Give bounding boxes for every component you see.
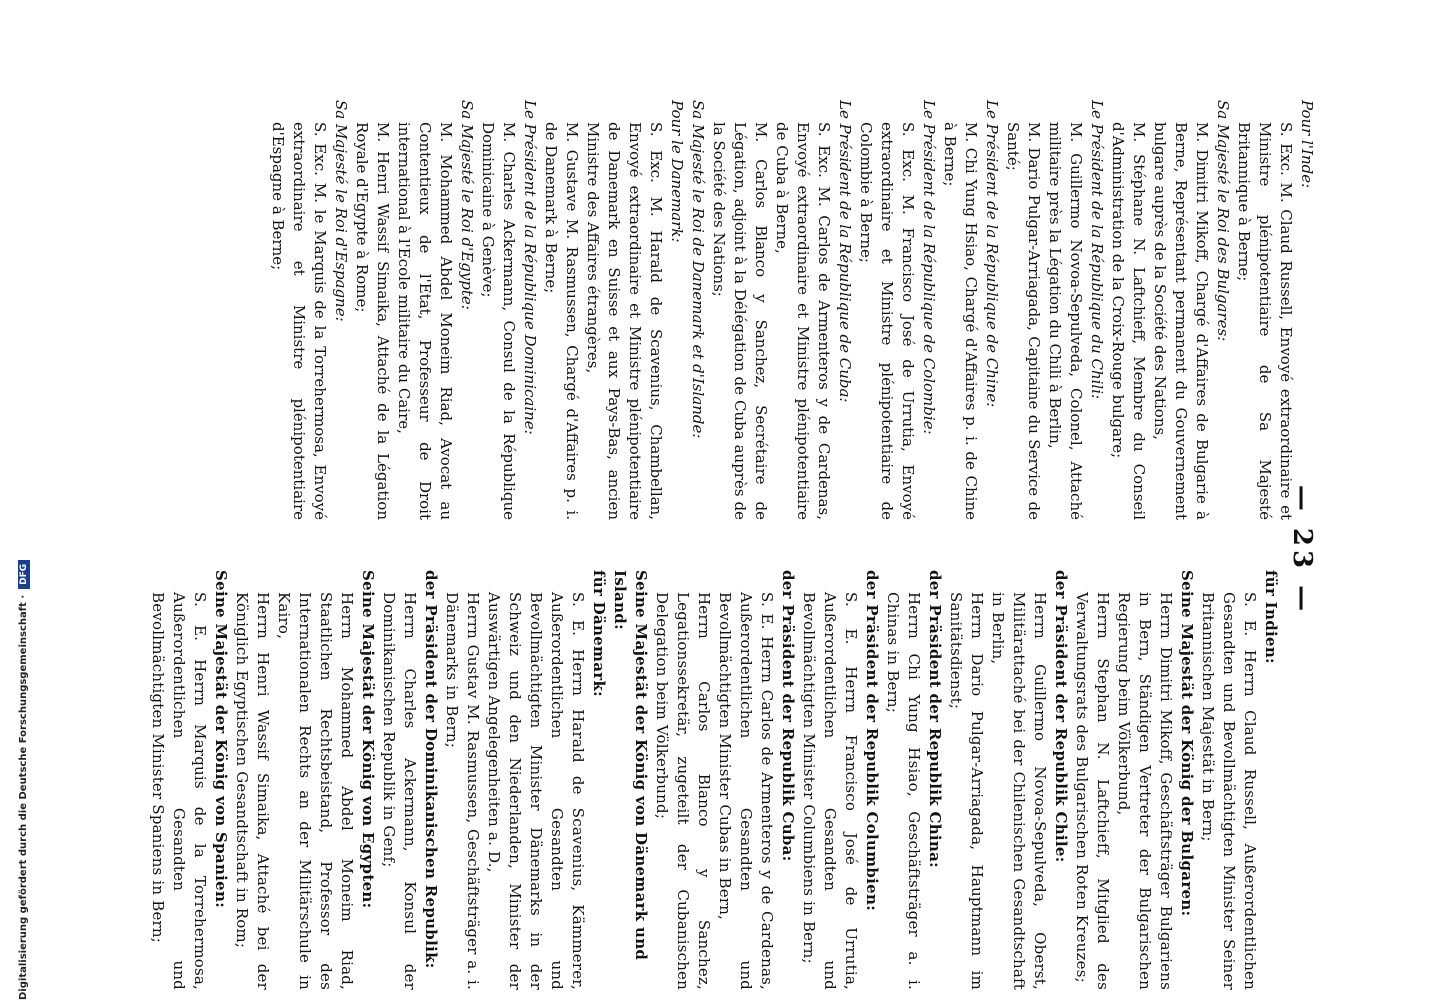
party-heading: der Präsident der Republik China: <box>926 570 944 868</box>
party-heading: Seine Majestät der König von Egypten: <box>359 570 377 909</box>
plenipotentiary-entry: M. Mohammed Abdel Moneim Riad, Avocat au Contentieux de l'Etat, Professeur de Droit international à l'Ecole militaire du Caire, <box>395 122 455 520</box>
plenipotentiary-entry: M. Guillermo Novoa-Sepulveda, Colonel, Attaché militaire près la Légation du Chili à Berlin, <box>1046 122 1085 520</box>
plenipotentiary-entry: Herrn Mohammed Abdel Moneim Riad, Staatlichen Rechtsbeistand, Professor des Internationalen Rechts an der Militärschule in Kairo, <box>275 592 356 990</box>
plenipotentiary-entry: Herrn Guillermo Novoa-Sepulveda, Oberst, Militärattaché bei der Chilenischen Gesandtschaft in Berlin, <box>989 592 1049 990</box>
party-block <box>1107 100 1233 520</box>
footer-text: Digitalisierung gefördert durch die Deutsche Forschungsgemeinschaft · <box>18 594 29 1000</box>
plenipotentiary-entry: S. Exc. M. Claud Russell, Envoyé extraordinaire et Ministre plénipotentiaire de Sa Majesté Britannique à Berne; <box>1235 122 1295 520</box>
party-heading: Sa Majesté le Roi d'Egypte: <box>458 100 476 310</box>
plenipotentiary-entry: Herrn Gustav M. Rasmussen, Geschäftsträger a. i. Dänemarks in Bern; <box>443 592 482 990</box>
party-block <box>147 570 231 990</box>
plenipotentiary-entry: S. E. Herrn Claud Russell, Außerordentlichen Gesandten und Bevollmächtigten Minister Seiner Britannischen Majestät in Bern; <box>1199 592 1259 990</box>
plenipotentiary-entry: M. Gustave M. Rasmussen, Chargé d'Affaires p. i. de Danemark à Berne; <box>542 122 581 520</box>
plenipotentiary-entry: Herrn Dimitri Mikoff, Geschäftsträger Bulgariens in Bern, Ständigen Vertreter der Bulgarischen Regierung beim Völkerbund, <box>1115 592 1175 990</box>
party-block <box>939 100 1002 520</box>
plenipotentiary-entry: Herrn Stephan N. Laftchieff, Mitglied des Verwaltungsrats des Bulgarischen Roten Kreuzes; <box>1073 592 1112 990</box>
party-block <box>1233 100 1317 520</box>
party-heading: Le Président de la République de Colombie: <box>920 100 938 435</box>
german-column <box>147 570 1281 990</box>
party-heading: Seine Majestät der König der Bulgaren: <box>1178 570 1196 917</box>
plenipotentiary-entry: S. E. Herrn Francisco José de Urrutia, Außerordentlichen Gesandten und Bevollmächtigten Minister Columbiens in Bern; <box>800 592 860 990</box>
party-heading: Le Président de la République de Cuba: <box>836 100 854 403</box>
party-heading: Pour le Danemark: <box>668 100 686 243</box>
party-heading: Seine Majestät der König von Dänemark und Island: <box>611 570 650 961</box>
plenipotentiary-entry: M. Stéphane N. Laftchieff, Membre du Conseil d'Administration de la Croix-Rouge bulgare; <box>1109 122 1148 520</box>
party-block <box>708 100 855 520</box>
plenipotentiary-entry: M. Henri Wassif Simaika, Attaché de la Légation Royale d'Egypte à Rome; <box>353 122 392 520</box>
party-block <box>687 100 708 520</box>
dfg-logo: DFG <box>18 560 30 589</box>
party-heading: Sa Majesté le Roi des Bulgares: <box>1214 100 1232 342</box>
plenipotentiary-entry: M. Charles Ackermann, Consul de la République Dominicaine à Genève; <box>479 122 518 520</box>
plenipotentiary-entry: Herrn Chi Yung Hsiao, Geschäftsträger a. i. Chinas in Bern; <box>884 592 923 990</box>
party-heading: Pour l'Inde: <box>1298 100 1316 189</box>
party-block <box>798 570 882 990</box>
party-block <box>441 570 609 990</box>
party-block <box>945 570 1071 990</box>
party-block <box>609 570 651 990</box>
party-heading: der Präsident der Republik Cuba: <box>779 570 797 862</box>
party-block <box>477 100 540 520</box>
party-heading: Le Président de la République de Chine: <box>983 100 1001 408</box>
plenipotentiary-entry: S. Exc. M. le Marquis de la Torrehermosa, Envoyé extraordinaire et Ministre plénipotentiaire d'Espagne à Berne; <box>269 122 329 520</box>
party-heading: der Präsident der Republik Chile: <box>1052 570 1070 863</box>
party-block <box>1002 100 1107 520</box>
plenipotentiary-entry: M. Chi Yung Hsiao, Chargé d'Affaires p. i. de Chine à Berne; <box>941 122 980 520</box>
plenipotentiary-entry: S. E. Herrn Carlos de Armenteros y de Cardenas, Außerordentlichen Gesandten und Bevollmächtigten Minister Cubas in Bern, <box>716 592 776 990</box>
plenipotentiary-entry: S. Exc. M. Carlos de Armenteros y de Cardenas, Envoyé extraordinaire et Ministre plénipotentiaire de Cuba à Berne, <box>773 122 833 520</box>
party-block <box>882 570 945 990</box>
plenipotentiary-entry: Herrn Carlos Blanco y Sanchez, Legationssekretär, zugeteilt der Cubanischen Delegation beim Völkerbund; <box>653 592 713 990</box>
plenipotentiary-entry: Herrn Charles Ackermann, Konsul der Dominikanischen Republik in Genf; <box>380 592 419 990</box>
scanned-page <box>149 100 1317 1000</box>
party-heading: für Dänemark: <box>590 570 608 697</box>
party-block <box>1197 570 1281 990</box>
party-heading: Seine Majestät der König von Spanien: <box>212 570 230 909</box>
plenipotentiary-entry: M. Dario Pulgar-Arriagada, Capitaine du Service de Santé; <box>1004 122 1043 520</box>
party-block <box>378 570 441 990</box>
digitization-footer <box>18 0 30 1000</box>
plenipotentiary-entry: M. Dimitri Mikoff, Chargé d'Affaires de Bulgarie à Berne, Représentant permanent du Gouvernement bulgare auprès de la Société des Nations, <box>1151 122 1211 520</box>
party-block <box>1071 570 1197 990</box>
party-block <box>540 100 687 520</box>
party-heading: Le Président de la République du Chili: <box>1088 100 1106 400</box>
plenipotentiary-entry: S. E. Herrn Marquis de la Torrehermosa, Außerordentlichen Gesandten und Bevollmächtigten Minister Spaniens in Bern; <box>149 592 209 990</box>
party-heading: Sa Majesté le Roi de Danemark et d'Islande: <box>689 100 707 439</box>
plenipotentiary-entry: Herrn Henri Wassif Simaika, Attaché bei der Königlich Egyptischen Gesandtschaft in Rom; <box>233 592 272 990</box>
party-heading: für Indien: <box>1262 570 1280 664</box>
party-block <box>855 100 939 520</box>
plenipotentiary-entry: S. Exc. M. Harald de Scavenius, Chambellan, Envoyé extraordinaire et Ministre plénipotentiaire de Danemark en Suisse et aux Pays-Bas, ancien Ministre des Affaires étrangères, <box>584 122 665 520</box>
party-heading: der Präsident der Dominikanischen Republik: <box>422 570 440 969</box>
party-block <box>351 100 477 520</box>
party-block <box>231 570 378 990</box>
plenipotentiary-entry: S. E. Herrn Harald de Scavenius, Kämmerer, Außerordentlichen Gesandten und Bevollmächtigten Minister Dänemarks in der Schweiz und den Niederlanden, Minister der Auswärtigen Angelegenheiten a. D., <box>485 592 587 990</box>
plenipotentiary-entry: M. Carlos Blanco y Sanchez, Secrétaire de Légation, adjoint à la Délégation de Cuba auprès de la Société des Nations; <box>710 122 770 520</box>
party-block <box>651 570 798 990</box>
french-column <box>267 100 1317 520</box>
plenipotentiary-entry: S. Exc. M. Francisco José de Urrutia, Envoyé extraordinaire et Ministre plénipotentiaire de Colombie à Berne; <box>857 122 917 520</box>
party-heading: Le Président de la République Dominicaine: <box>521 100 539 435</box>
party-block <box>267 100 351 520</box>
page-number: — 23 — <box>1287 484 1317 616</box>
party-heading: der Präsident der Republik Columbien: <box>863 570 881 912</box>
party-heading: Sa Majesté le Roi d'Espagne: <box>332 100 350 322</box>
plenipotentiary-entry: Herrn Dario Pulgar-Arriagada, Hauptmann im Sanitätsdienst; <box>947 592 986 990</box>
